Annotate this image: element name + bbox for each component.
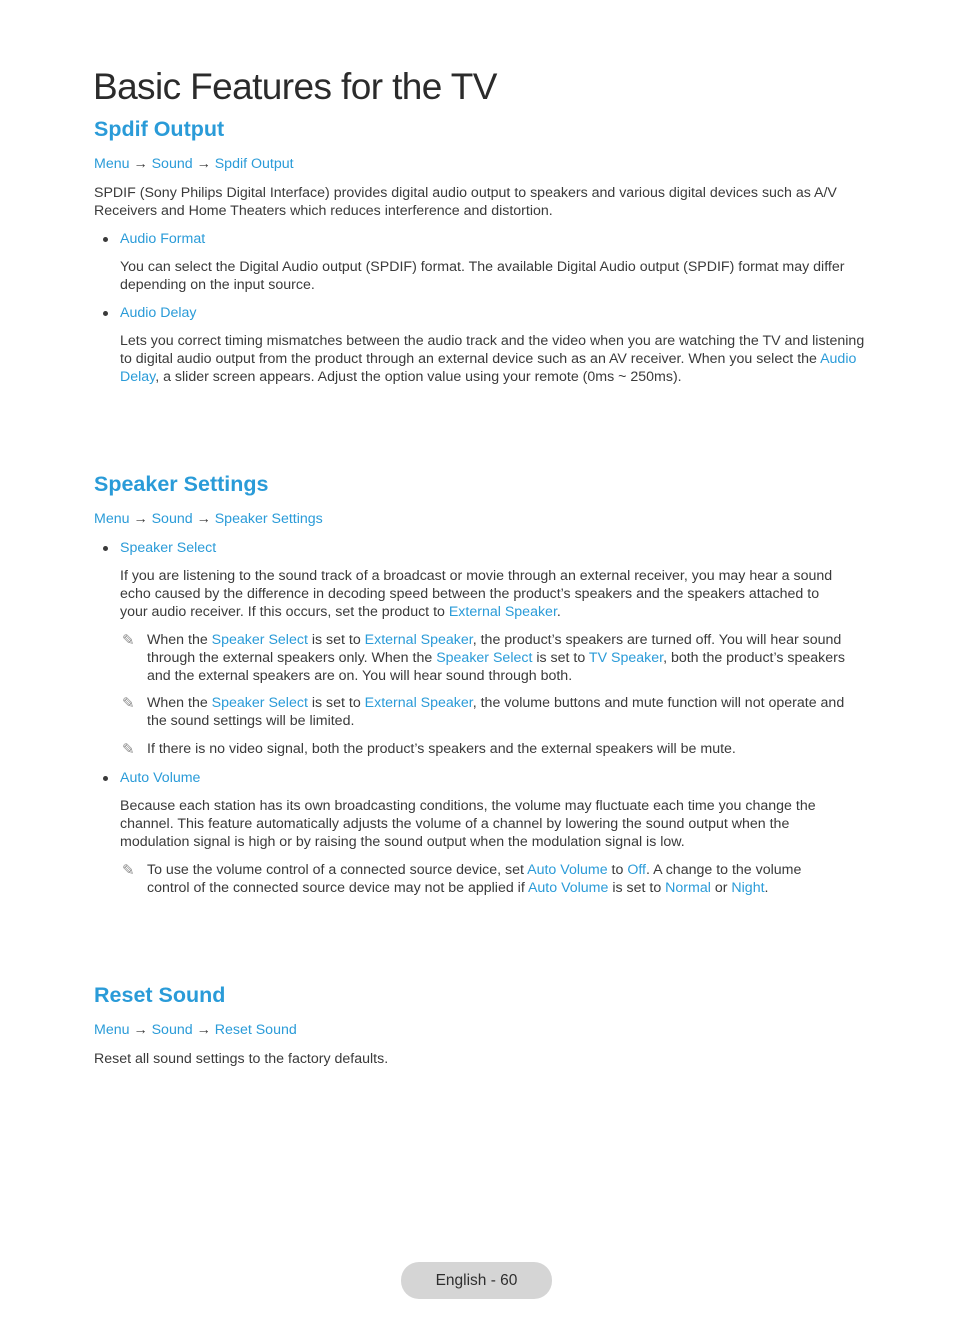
- speaker-select-text-part: If you are listening to the sound track of a broadcast or movie through an external receiver, you may hear a sound echo caused by the difference in decoding speed between the product’s speakers and the speakers attached to your audio receiver. If this occurs, set the product to: [120, 568, 833, 620]
- auto-volume-link[interactable]: Auto Volume: [527, 862, 608, 878]
- note-text-part: is set to: [307, 695, 365, 711]
- note-text-part: is set to: [608, 880, 666, 896]
- auto-volume-label[interactable]: Auto Volume: [120, 770, 201, 786]
- pencil-icon: ✎: [122, 631, 135, 649]
- breadcrumb-sound-link[interactable]: Sound: [151, 156, 193, 172]
- breadcrumb-spdif-link[interactable]: Spdif Output: [214, 156, 294, 172]
- audio-delay-text-part: Lets you correct timing mismatches between the audio track and the video when you are watching the TV and listening to digital audio output from the product through an external device such as an AV receiver. When you select the: [120, 333, 865, 367]
- note-text-part: .: [764, 880, 769, 896]
- breadcrumb-menu-link[interactable]: Menu: [94, 511, 130, 527]
- breadcrumb-arrow: →: [196, 511, 215, 527]
- breadcrumb-arrow: →: [196, 1022, 215, 1038]
- pencil-icon: ✎: [122, 861, 135, 879]
- speaker-select-link[interactable]: Speaker Select: [436, 650, 533, 666]
- off-option-link[interactable]: Off: [627, 862, 646, 878]
- audio-delay-link[interactable]: Audio Delay: [120, 351, 857, 385]
- external-speaker-link[interactable]: External Speaker: [364, 695, 473, 711]
- note-text: [147, 861, 847, 897]
- breadcrumb-reset: [94, 1021, 297, 1039]
- breadcrumb-arrow: →: [196, 156, 215, 172]
- pencil-icon: ✎: [122, 694, 135, 712]
- note-text: If there is no video signal, both the product’s speakers and the external speakers will be mute.: [147, 741, 736, 757]
- auto-volume-text: Because each station has its own broadcasting conditions, the volume may fluctuate each time you change the channel. This feature automatically adjusts the volume of a channel by lowering the sound output when the modulation signal is high or by raising the sound output when the modulation signal is low.: [120, 798, 816, 850]
- note-text-part: or: [710, 880, 732, 896]
- breadcrumb-speaker-link[interactable]: Speaker Settings: [214, 511, 323, 527]
- audio-format-label[interactable]: Audio Format: [120, 231, 206, 247]
- breadcrumb-arrow: →: [133, 1022, 152, 1038]
- night-option-link[interactable]: Night: [731, 880, 765, 896]
- note-text: [147, 631, 855, 685]
- note-text-part: , the product’s speakers are turned off. You will hear sound through the external speakers only. When the: [147, 632, 842, 666]
- note-text-part: To use the volume control of a connected source device, set: [147, 862, 528, 878]
- speaker-select-label[interactable]: Speaker Select: [120, 540, 217, 556]
- normal-option-link[interactable]: Normal: [665, 880, 711, 896]
- auto-volume-link[interactable]: Auto Volume: [527, 880, 609, 896]
- speaker-select-text: [120, 567, 850, 621]
- breadcrumb-sound-link[interactable]: Sound: [151, 511, 193, 527]
- speaker-heading: Speaker Settings: [94, 472, 269, 496]
- note-text-part: When the: [147, 695, 212, 711]
- breadcrumb-sound-link[interactable]: Sound: [151, 1022, 193, 1038]
- breadcrumb-menu-link[interactable]: Menu: [94, 1022, 130, 1038]
- breadcrumb-menu-link[interactable]: Menu: [94, 156, 130, 172]
- audio-delay-label[interactable]: Audio Delay: [120, 305, 197, 321]
- page-title: Basic Features for the TV: [93, 66, 497, 107]
- breadcrumb-spdif: [94, 155, 294, 173]
- speaker-select-link[interactable]: Speaker Select: [211, 632, 308, 648]
- page-number-badge: English - 60: [401, 1262, 552, 1299]
- breadcrumb-speaker: [94, 510, 323, 528]
- speaker-select-link[interactable]: Speaker Select: [211, 695, 308, 711]
- speaker-select-text-part: .: [556, 604, 561, 620]
- note-text-part: , the volume buttons and mute function will not operate and the sound settings will be limited.: [147, 695, 845, 729]
- audio-delay-text-part: , a slider screen appears. Adjust the option value using your remote (0ms ~ 250ms).: [155, 369, 682, 385]
- reset-heading: Reset Sound: [94, 983, 226, 1007]
- note-text-part: , both the product’s speakers and the external speakers are on. You will hear sound through both.: [147, 650, 845, 684]
- breadcrumb-arrow: →: [133, 511, 152, 527]
- note-text-part: is set to: [532, 650, 589, 666]
- note-text-part: When the: [147, 632, 212, 648]
- audio-delay-text: [120, 332, 865, 386]
- tv-speaker-link[interactable]: TV Speaker: [588, 650, 664, 666]
- audio-format-text: You can select the Digital Audio output (SPDIF) format. The available Digital Audio output (SPDIF) format may differ depending on the input source.: [120, 259, 845, 293]
- note-text: [147, 694, 855, 730]
- note-text-part: is set to: [307, 632, 365, 648]
- reset-text: Reset all sound settings to the factory defaults.: [94, 1051, 389, 1067]
- breadcrumb-arrow: →: [133, 156, 152, 172]
- external-speaker-link[interactable]: External Speaker: [364, 632, 473, 648]
- spdif-description: SPDIF (Sony Philips Digital Interface) provides digital audio output to speakers and various digital devices such as A/V Receivers and Home Theaters which reduces interference and distortion.: [94, 185, 837, 219]
- note-text-part: to: [607, 862, 628, 878]
- pencil-icon: ✎: [122, 740, 135, 758]
- external-speaker-link[interactable]: External Speaker: [448, 604, 557, 620]
- breadcrumb-reset-link[interactable]: Reset Sound: [214, 1022, 297, 1038]
- spdif-heading: Spdif Output: [94, 117, 225, 141]
- note-text-part: . A change to the volume control of the connected source device may not be applied if: [147, 862, 802, 896]
